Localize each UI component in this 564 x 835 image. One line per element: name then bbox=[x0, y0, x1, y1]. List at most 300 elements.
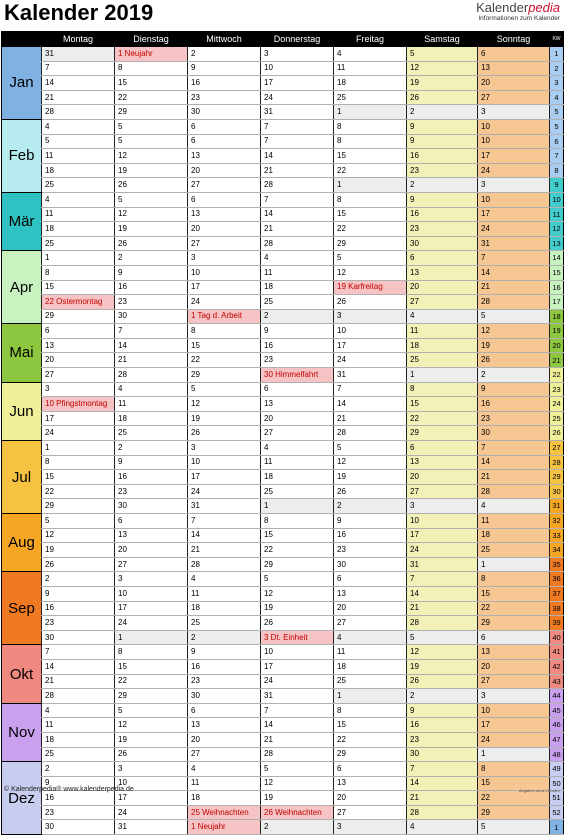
day-cell[interactable]: 17 bbox=[478, 718, 550, 733]
day-cell[interactable]: 24 bbox=[188, 484, 261, 499]
holiday-cell[interactable]: 22 Ostermontag bbox=[42, 295, 115, 310]
day-cell[interactable]: 23 bbox=[42, 805, 115, 820]
day-cell[interactable]: 31 bbox=[478, 236, 550, 251]
day-cell[interactable]: 15 bbox=[478, 586, 550, 601]
day-cell[interactable]: 10 bbox=[261, 645, 334, 660]
day-cell[interactable]: 8 bbox=[334, 119, 407, 134]
day-cell[interactable]: 10 bbox=[115, 586, 188, 601]
day-cell[interactable]: 4 bbox=[42, 192, 115, 207]
day-cell[interactable]: 29 bbox=[478, 616, 550, 631]
day-cell[interactable]: 4 bbox=[42, 119, 115, 134]
day-cell[interactable]: 13 bbox=[188, 149, 261, 164]
day-cell[interactable]: 22 bbox=[115, 674, 188, 689]
day-cell[interactable]: 12 bbox=[334, 455, 407, 470]
day-cell[interactable]: 25 bbox=[42, 747, 115, 762]
day-cell[interactable]: 18 bbox=[261, 470, 334, 485]
day-cell[interactable]: 24 bbox=[261, 674, 334, 689]
day-cell[interactable]: 21 bbox=[407, 601, 478, 616]
day-cell[interactable]: 14 bbox=[261, 207, 334, 222]
day-cell[interactable]: 22 bbox=[478, 601, 550, 616]
day-cell[interactable]: 5 bbox=[115, 119, 188, 134]
day-cell[interactable]: 10 bbox=[478, 119, 550, 134]
day-cell[interactable]: 22 bbox=[334, 732, 407, 747]
day-cell[interactable]: 8 bbox=[478, 572, 550, 587]
day-cell[interactable]: 25 bbox=[334, 90, 407, 105]
day-cell[interactable]: 31 bbox=[115, 820, 188, 835]
day-cell[interactable]: 19 bbox=[115, 732, 188, 747]
day-cell[interactable]: 26 bbox=[115, 747, 188, 762]
day-cell[interactable]: 20 bbox=[42, 353, 115, 368]
day-cell[interactable]: 30 bbox=[115, 309, 188, 324]
day-cell[interactable]: 8 bbox=[115, 645, 188, 660]
day-cell[interactable]: 27 bbox=[261, 426, 334, 441]
day-cell[interactable]: 14 bbox=[334, 397, 407, 412]
day-cell[interactable]: 8 bbox=[334, 703, 407, 718]
day-cell[interactable]: 26 bbox=[115, 236, 188, 251]
day-cell[interactable]: 4 bbox=[478, 499, 550, 514]
day-cell[interactable]: 6 bbox=[115, 514, 188, 529]
day-cell[interactable]: 6 bbox=[334, 572, 407, 587]
day-cell[interactable]: 2 bbox=[261, 820, 334, 835]
day-cell[interactable]: 8 bbox=[407, 382, 478, 397]
day-cell[interactable]: 16 bbox=[407, 149, 478, 164]
day-cell[interactable]: 14 bbox=[478, 455, 550, 470]
day-cell[interactable]: 18 bbox=[334, 659, 407, 674]
day-cell[interactable]: 16 bbox=[261, 338, 334, 353]
day-cell[interactable]: 10 bbox=[188, 265, 261, 280]
day-cell[interactable]: 27 bbox=[188, 747, 261, 762]
day-cell[interactable]: 26 bbox=[334, 484, 407, 499]
day-cell[interactable]: 3 bbox=[261, 47, 334, 62]
day-cell[interactable]: 28 bbox=[407, 805, 478, 820]
day-cell[interactable]: 23 bbox=[42, 616, 115, 631]
day-cell[interactable]: 11 bbox=[334, 645, 407, 660]
day-cell[interactable]: 15 bbox=[115, 659, 188, 674]
day-cell[interactable]: 31 bbox=[188, 499, 261, 514]
day-cell[interactable]: 23 bbox=[188, 90, 261, 105]
day-cell[interactable]: 4 bbox=[115, 382, 188, 397]
day-cell[interactable]: 26 bbox=[334, 295, 407, 310]
day-cell[interactable]: 27 bbox=[188, 236, 261, 251]
day-cell[interactable]: 24 bbox=[42, 426, 115, 441]
day-cell[interactable]: 10 bbox=[407, 514, 478, 529]
day-cell[interactable]: 21 bbox=[115, 353, 188, 368]
day-cell[interactable]: 13 bbox=[407, 265, 478, 280]
day-cell[interactable]: 7 bbox=[261, 119, 334, 134]
day-cell[interactable]: 14 bbox=[42, 659, 115, 674]
day-cell[interactable]: 17 bbox=[115, 791, 188, 806]
day-cell[interactable]: 16 bbox=[42, 791, 115, 806]
day-cell[interactable]: 20 bbox=[188, 163, 261, 178]
day-cell[interactable]: 6 bbox=[188, 703, 261, 718]
day-cell[interactable]: 11 bbox=[334, 61, 407, 76]
day-cell[interactable]: 27 bbox=[407, 484, 478, 499]
day-cell[interactable]: 29 bbox=[334, 236, 407, 251]
day-cell[interactable]: 3 bbox=[478, 178, 550, 193]
day-cell[interactable]: 27 bbox=[42, 368, 115, 383]
day-cell[interactable]: 29 bbox=[407, 426, 478, 441]
day-cell[interactable]: 12 bbox=[115, 718, 188, 733]
day-cell[interactable]: 15 bbox=[334, 207, 407, 222]
day-cell[interactable]: 17 bbox=[115, 601, 188, 616]
day-cell[interactable]: 19 bbox=[42, 543, 115, 558]
day-cell[interactable]: 15 bbox=[42, 280, 115, 295]
day-cell[interactable]: 16 bbox=[42, 601, 115, 616]
day-cell[interactable]: 4 bbox=[261, 251, 334, 266]
day-cell[interactable]: 1 bbox=[478, 747, 550, 762]
day-cell[interactable]: 17 bbox=[188, 470, 261, 485]
day-cell[interactable]: 29 bbox=[42, 499, 115, 514]
day-cell[interactable]: 23 bbox=[261, 353, 334, 368]
day-cell[interactable]: 3 bbox=[407, 499, 478, 514]
day-cell[interactable]: 11 bbox=[188, 776, 261, 791]
day-cell[interactable]: 7 bbox=[261, 192, 334, 207]
day-cell[interactable]: 7 bbox=[407, 572, 478, 587]
day-cell[interactable]: 11 bbox=[478, 514, 550, 529]
day-cell[interactable]: 7 bbox=[42, 645, 115, 660]
day-cell[interactable]: 5 bbox=[334, 441, 407, 456]
day-cell[interactable]: 20 bbox=[478, 76, 550, 91]
day-cell[interactable]: 11 bbox=[261, 455, 334, 470]
day-cell[interactable]: 8 bbox=[261, 514, 334, 529]
day-cell[interactable]: 28 bbox=[261, 236, 334, 251]
day-cell[interactable]: 25 bbox=[478, 543, 550, 558]
day-cell[interactable]: 5 bbox=[261, 762, 334, 777]
day-cell[interactable]: 30 bbox=[407, 747, 478, 762]
day-cell[interactable]: 9 bbox=[42, 586, 115, 601]
day-cell[interactable]: 20 bbox=[115, 543, 188, 558]
day-cell[interactable]: 9 bbox=[115, 265, 188, 280]
day-cell[interactable]: 6 bbox=[188, 134, 261, 149]
day-cell[interactable]: 16 bbox=[334, 528, 407, 543]
day-cell[interactable]: 2 bbox=[42, 572, 115, 587]
holiday-cell[interactable]: 30 Himmelfahrt bbox=[261, 368, 334, 383]
holiday-cell[interactable]: 1 Tag d. Arbeit bbox=[188, 309, 261, 324]
day-cell[interactable]: 16 bbox=[478, 397, 550, 412]
day-cell[interactable]: 21 bbox=[261, 222, 334, 237]
day-cell[interactable]: 24 bbox=[188, 295, 261, 310]
day-cell[interactable]: 6 bbox=[407, 251, 478, 266]
day-cell[interactable]: 4 bbox=[261, 441, 334, 456]
day-cell[interactable]: 12 bbox=[188, 397, 261, 412]
day-cell[interactable]: 12 bbox=[407, 61, 478, 76]
day-cell[interactable]: 11 bbox=[42, 149, 115, 164]
day-cell[interactable]: 12 bbox=[42, 528, 115, 543]
day-cell[interactable]: 30 bbox=[478, 426, 550, 441]
day-cell[interactable]: 22 bbox=[115, 90, 188, 105]
day-cell[interactable]: 26 bbox=[407, 90, 478, 105]
day-cell[interactable]: 7 bbox=[115, 324, 188, 339]
day-cell[interactable]: 19 bbox=[407, 76, 478, 91]
day-cell[interactable]: 29 bbox=[334, 747, 407, 762]
day-cell[interactable]: 6 bbox=[261, 382, 334, 397]
day-cell[interactable]: 30 bbox=[42, 630, 115, 645]
day-cell[interactable]: 20 bbox=[407, 470, 478, 485]
day-cell[interactable]: 3 bbox=[115, 762, 188, 777]
day-cell[interactable]: 19 bbox=[115, 222, 188, 237]
day-cell[interactable]: 14 bbox=[407, 776, 478, 791]
day-cell[interactable]: 30 bbox=[115, 499, 188, 514]
day-cell[interactable]: 13 bbox=[42, 338, 115, 353]
day-cell[interactable]: 5 bbox=[42, 134, 115, 149]
day-cell[interactable]: 7 bbox=[407, 762, 478, 777]
day-cell[interactable]: 15 bbox=[334, 718, 407, 733]
day-cell[interactable]: 15 bbox=[188, 338, 261, 353]
day-cell[interactable]: 21 bbox=[42, 90, 115, 105]
day-cell[interactable]: 11 bbox=[115, 397, 188, 412]
day-cell[interactable]: 10 bbox=[478, 192, 550, 207]
day-cell[interactable]: 6 bbox=[478, 47, 550, 62]
day-cell[interactable]: 31 bbox=[407, 557, 478, 572]
day-cell[interactable]: 29 bbox=[478, 805, 550, 820]
day-cell[interactable]: 30 bbox=[42, 820, 115, 835]
day-cell[interactable]: 7 bbox=[261, 703, 334, 718]
day-cell[interactable]: 8 bbox=[188, 324, 261, 339]
day-cell[interactable]: 29 bbox=[188, 368, 261, 383]
day-cell[interactable]: 13 bbox=[188, 207, 261, 222]
day-cell[interactable]: 1 bbox=[42, 251, 115, 266]
day-cell[interactable]: 23 bbox=[407, 163, 478, 178]
day-cell[interactable]: 21 bbox=[334, 411, 407, 426]
day-cell[interactable]: 5 bbox=[334, 251, 407, 266]
day-cell[interactable]: 12 bbox=[334, 265, 407, 280]
day-cell[interactable]: 18 bbox=[188, 601, 261, 616]
day-cell[interactable]: 2 bbox=[188, 47, 261, 62]
day-cell[interactable]: 7 bbox=[478, 251, 550, 266]
day-cell[interactable]: 7 bbox=[261, 134, 334, 149]
day-cell[interactable]: 28 bbox=[478, 295, 550, 310]
holiday-cell[interactable]: 1 Neujahr bbox=[188, 820, 261, 835]
day-cell[interactable]: 28 bbox=[261, 747, 334, 762]
day-cell[interactable]: 5 bbox=[115, 192, 188, 207]
day-cell[interactable]: 24 bbox=[478, 163, 550, 178]
day-cell[interactable]: 24 bbox=[261, 90, 334, 105]
day-cell[interactable]: 20 bbox=[478, 659, 550, 674]
day-cell[interactable]: 29 bbox=[42, 309, 115, 324]
day-cell[interactable]: 26 bbox=[42, 557, 115, 572]
day-cell[interactable]: 14 bbox=[261, 149, 334, 164]
day-cell[interactable]: 5 bbox=[407, 47, 478, 62]
day-cell[interactable]: 14 bbox=[407, 586, 478, 601]
day-cell[interactable]: 20 bbox=[334, 601, 407, 616]
day-cell[interactable]: 31 bbox=[261, 689, 334, 704]
day-cell[interactable]: 2 bbox=[188, 630, 261, 645]
holiday-cell[interactable]: 10 Pfingstmontag bbox=[42, 397, 115, 412]
day-cell[interactable]: 30 bbox=[334, 557, 407, 572]
day-cell[interactable]: 2 bbox=[261, 309, 334, 324]
day-cell[interactable]: 23 bbox=[334, 543, 407, 558]
day-cell[interactable]: 7 bbox=[334, 382, 407, 397]
day-cell[interactable]: 21 bbox=[188, 543, 261, 558]
day-cell[interactable]: 26 bbox=[407, 674, 478, 689]
brand-logo[interactable] bbox=[476, 1, 560, 23]
day-cell[interactable]: 4 bbox=[334, 47, 407, 62]
day-cell[interactable]: 9 bbox=[188, 645, 261, 660]
day-cell[interactable]: 10 bbox=[334, 324, 407, 339]
day-cell[interactable]: 2 bbox=[115, 251, 188, 266]
day-cell[interactable]: 9 bbox=[42, 776, 115, 791]
day-cell[interactable]: 15 bbox=[407, 397, 478, 412]
day-cell[interactable]: 15 bbox=[42, 470, 115, 485]
day-cell[interactable]: 16 bbox=[188, 659, 261, 674]
day-cell[interactable]: 25 bbox=[334, 674, 407, 689]
day-cell[interactable]: 8 bbox=[334, 192, 407, 207]
day-cell[interactable]: 24 bbox=[115, 616, 188, 631]
day-cell[interactable]: 10 bbox=[115, 776, 188, 791]
day-cell[interactable]: 30 bbox=[188, 689, 261, 704]
day-cell[interactable]: 5 bbox=[115, 134, 188, 149]
day-cell[interactable]: 28 bbox=[188, 557, 261, 572]
day-cell[interactable]: 10 bbox=[478, 134, 550, 149]
day-cell[interactable]: 8 bbox=[115, 61, 188, 76]
day-cell[interactable]: 19 bbox=[261, 791, 334, 806]
day-cell[interactable]: 10 bbox=[261, 61, 334, 76]
day-cell[interactable]: 8 bbox=[478, 762, 550, 777]
day-cell[interactable]: 27 bbox=[407, 295, 478, 310]
day-cell[interactable]: 4 bbox=[407, 309, 478, 324]
day-cell[interactable]: 22 bbox=[334, 222, 407, 237]
day-cell[interactable]: 29 bbox=[115, 689, 188, 704]
day-cell[interactable]: 6 bbox=[42, 324, 115, 339]
day-cell[interactable]: 31 bbox=[261, 105, 334, 120]
day-cell[interactable]: 20 bbox=[188, 222, 261, 237]
day-cell[interactable]: 2 bbox=[407, 105, 478, 120]
day-cell[interactable]: 10 bbox=[478, 703, 550, 718]
day-cell[interactable]: 12 bbox=[478, 324, 550, 339]
day-cell[interactable]: 28 bbox=[407, 616, 478, 631]
day-cell[interactable]: 18 bbox=[42, 163, 115, 178]
day-cell[interactable]: 23 bbox=[115, 484, 188, 499]
day-cell[interactable]: 4 bbox=[334, 630, 407, 645]
day-cell[interactable]: 30 bbox=[407, 236, 478, 251]
day-cell[interactable]: 20 bbox=[188, 732, 261, 747]
day-cell[interactable]: 18 bbox=[478, 528, 550, 543]
day-cell[interactable]: 25 bbox=[188, 616, 261, 631]
day-cell[interactable]: 14 bbox=[478, 265, 550, 280]
day-cell[interactable]: 13 bbox=[188, 718, 261, 733]
day-cell[interactable]: 14 bbox=[261, 718, 334, 733]
day-cell[interactable]: 18 bbox=[261, 280, 334, 295]
day-cell[interactable]: 14 bbox=[115, 338, 188, 353]
day-cell[interactable]: 13 bbox=[334, 586, 407, 601]
day-cell[interactable]: 16 bbox=[115, 280, 188, 295]
day-cell[interactable]: 17 bbox=[261, 659, 334, 674]
day-cell[interactable]: 24 bbox=[478, 222, 550, 237]
day-cell[interactable]: 6 bbox=[407, 441, 478, 456]
day-cell[interactable]: 13 bbox=[478, 61, 550, 76]
day-cell[interactable]: 23 bbox=[407, 732, 478, 747]
day-cell[interactable]: 7 bbox=[188, 514, 261, 529]
day-cell[interactable]: 7 bbox=[478, 441, 550, 456]
day-cell[interactable]: 8 bbox=[42, 265, 115, 280]
holiday-cell[interactable]: 25 Weihnachten bbox=[188, 805, 261, 820]
day-cell[interactable]: 27 bbox=[115, 557, 188, 572]
day-cell[interactable]: 9 bbox=[407, 134, 478, 149]
day-cell[interactable]: 5 bbox=[478, 820, 550, 835]
day-cell[interactable]: 9 bbox=[334, 514, 407, 529]
day-cell[interactable]: 26 bbox=[261, 616, 334, 631]
day-cell[interactable]: 12 bbox=[261, 776, 334, 791]
day-cell[interactable]: 22 bbox=[478, 791, 550, 806]
day-cell[interactable]: 9 bbox=[478, 382, 550, 397]
day-cell[interactable]: 19 bbox=[478, 338, 550, 353]
day-cell[interactable]: 19 bbox=[115, 163, 188, 178]
day-cell[interactable]: 22 bbox=[42, 484, 115, 499]
day-cell[interactable]: 16 bbox=[188, 76, 261, 91]
day-cell[interactable]: 12 bbox=[115, 207, 188, 222]
day-cell[interactable]: 12 bbox=[407, 645, 478, 660]
day-cell[interactable]: 5 bbox=[407, 630, 478, 645]
day-cell[interactable]: 29 bbox=[115, 105, 188, 120]
day-cell[interactable]: 1 bbox=[115, 630, 188, 645]
day-cell[interactable]: 3 bbox=[188, 251, 261, 266]
day-cell[interactable]: 1 bbox=[334, 105, 407, 120]
day-cell[interactable]: 18 bbox=[42, 732, 115, 747]
holiday-cell[interactable]: 3 Dt. Einheit bbox=[261, 630, 334, 645]
day-cell[interactable]: 25 bbox=[42, 178, 115, 193]
day-cell[interactable]: 3 bbox=[42, 382, 115, 397]
day-cell[interactable]: 6 bbox=[334, 762, 407, 777]
day-cell[interactable]: 24 bbox=[478, 732, 550, 747]
day-cell[interactable]: 11 bbox=[261, 265, 334, 280]
day-cell[interactable]: 28 bbox=[261, 178, 334, 193]
day-cell[interactable]: 27 bbox=[478, 90, 550, 105]
day-cell[interactable]: 24 bbox=[407, 543, 478, 558]
day-cell[interactable]: 15 bbox=[478, 776, 550, 791]
day-cell[interactable]: 21 bbox=[478, 280, 550, 295]
day-cell[interactable]: 19 bbox=[334, 470, 407, 485]
day-cell[interactable]: 17 bbox=[261, 76, 334, 91]
day-cell[interactable]: 15 bbox=[115, 76, 188, 91]
day-cell[interactable]: 18 bbox=[407, 338, 478, 353]
day-cell[interactable]: 31 bbox=[42, 47, 115, 62]
day-cell[interactable]: 23 bbox=[407, 222, 478, 237]
day-cell[interactable]: 20 bbox=[334, 791, 407, 806]
day-cell[interactable]: 4 bbox=[188, 762, 261, 777]
day-cell[interactable]: 25 bbox=[261, 295, 334, 310]
day-cell[interactable]: 3 bbox=[188, 441, 261, 456]
day-cell[interactable]: 11 bbox=[42, 207, 115, 222]
day-cell[interactable]: 4 bbox=[42, 703, 115, 718]
day-cell[interactable]: 13 bbox=[478, 645, 550, 660]
day-cell[interactable]: 5 bbox=[115, 703, 188, 718]
day-cell[interactable]: 24 bbox=[334, 353, 407, 368]
day-cell[interactable]: 2 bbox=[115, 441, 188, 456]
day-cell[interactable]: 20 bbox=[261, 411, 334, 426]
day-cell[interactable]: 23 bbox=[115, 295, 188, 310]
day-cell[interactable]: 1 bbox=[42, 441, 115, 456]
day-cell[interactable]: 25 bbox=[407, 353, 478, 368]
day-cell[interactable]: 25 bbox=[261, 484, 334, 499]
day-cell[interactable]: 19 bbox=[188, 411, 261, 426]
day-cell[interactable]: 23 bbox=[478, 411, 550, 426]
day-cell[interactable]: 15 bbox=[334, 149, 407, 164]
day-cell[interactable]: 14 bbox=[42, 76, 115, 91]
day-cell[interactable]: 18 bbox=[188, 791, 261, 806]
day-cell[interactable]: 15 bbox=[261, 528, 334, 543]
day-cell[interactable]: 1 bbox=[478, 557, 550, 572]
day-cell[interactable]: 28 bbox=[478, 484, 550, 499]
day-cell[interactable]: 25 bbox=[115, 426, 188, 441]
day-cell[interactable]: 26 bbox=[478, 353, 550, 368]
day-cell[interactable]: 17 bbox=[188, 280, 261, 295]
day-cell[interactable]: 28 bbox=[42, 689, 115, 704]
day-cell[interactable]: 5 bbox=[261, 572, 334, 587]
day-cell[interactable]: 27 bbox=[188, 178, 261, 193]
day-cell[interactable]: 6 bbox=[188, 192, 261, 207]
day-cell[interactable]: 9 bbox=[407, 192, 478, 207]
day-cell[interactable]: 21 bbox=[42, 674, 115, 689]
